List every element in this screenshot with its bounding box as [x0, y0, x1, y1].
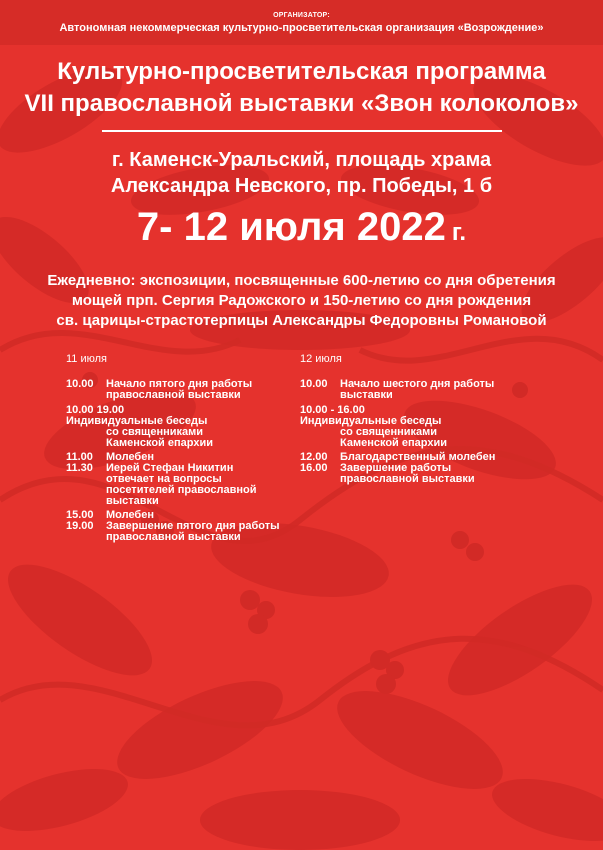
dates-suffix: г.	[451, 219, 467, 246]
event-time: 16.00	[300, 462, 328, 474]
event-text: Завершение пятого дня работы	[106, 520, 280, 532]
event-text	[66, 405, 296, 427]
event-text: православной выставки	[340, 473, 475, 485]
event-text: Иерей Стефан Никитин	[106, 462, 234, 474]
event-time: 10.00 19.00	[66, 404, 125, 416]
event-time: 11.00	[66, 451, 93, 463]
event-time: 15.00	[66, 509, 94, 521]
event-text: Начало шестого дня работы	[340, 378, 495, 390]
location-line-2: Александра Невского, пр. Победы, 1 б	[110, 175, 493, 197]
event-text: посетителей православной	[106, 484, 257, 496]
schedule-event	[300, 379, 540, 401]
event-text: выставки	[106, 495, 159, 507]
event-text: выставки	[340, 389, 393, 401]
schedule-event	[66, 405, 296, 449]
schedule-event	[300, 405, 540, 449]
event-text	[300, 405, 540, 427]
event-time: 10.00	[300, 378, 328, 390]
dates-main: 7- 12 июля 2022	[136, 205, 446, 249]
event-text: Благодарственный молебен	[340, 451, 496, 463]
event-text: со священниками	[340, 426, 438, 438]
schedule-event	[66, 521, 296, 543]
organizer-label: ОРГАНИЗАТОР:	[273, 12, 330, 19]
daily-line-2: мощей прп. Сергия Радожского и 150-летию со дня рождения	[71, 292, 532, 309]
event-text: Молебен	[106, 451, 154, 463]
schedule-event	[66, 379, 296, 401]
schedule-day-11	[66, 354, 296, 543]
day-label: 12 июля	[300, 353, 342, 365]
event-text: Начало пятого дня работы	[106, 378, 253, 390]
daily-line-3: св. царицы-страстотерпицы Александры Федоровны Романовой	[56, 312, 547, 329]
event-text: Молебен	[106, 509, 154, 521]
event-time: 12.00	[300, 451, 328, 463]
organizer-name: Автономная некоммерческая культурно-просветительская организация «Возрождение»	[59, 22, 544, 34]
event-text: Завершение работы	[340, 462, 452, 474]
event-time: 19.00	[66, 520, 94, 532]
daily-line-1: Ежедневно: экспозиции, посвященные 600-летию со дня обретения	[47, 272, 556, 289]
event-text: Каменской епархии	[106, 437, 213, 449]
event-time: 10.00 - 16.00	[300, 404, 365, 416]
schedule-day-12	[300, 354, 540, 485]
title-line-1: Культурно-просветительская программа	[57, 58, 546, 85]
event-text: Индивидуальные беседы	[66, 415, 208, 427]
day-label: 11 июля	[66, 353, 108, 365]
event-dates	[0, 205, 603, 250]
event-text: отвечает на вопросы	[106, 473, 222, 485]
event-text: православной выставки	[106, 531, 241, 543]
title-line-2: VII православной выставки «Звон колоколов»	[24, 90, 579, 117]
event-text: Индивидуальные беседы	[300, 415, 442, 427]
schedule-event	[300, 463, 540, 485]
event-text: православной выставки	[106, 389, 241, 401]
event-text: Каменской епархии	[340, 437, 447, 449]
schedule-event	[66, 463, 296, 507]
event-text: со священниками	[106, 426, 204, 438]
location-line-1: г. Каменск-Уральский, площадь храма	[111, 149, 492, 171]
event-time: 11.30	[66, 462, 93, 474]
event-time: 10.00	[66, 378, 94, 390]
divider	[102, 130, 502, 132]
